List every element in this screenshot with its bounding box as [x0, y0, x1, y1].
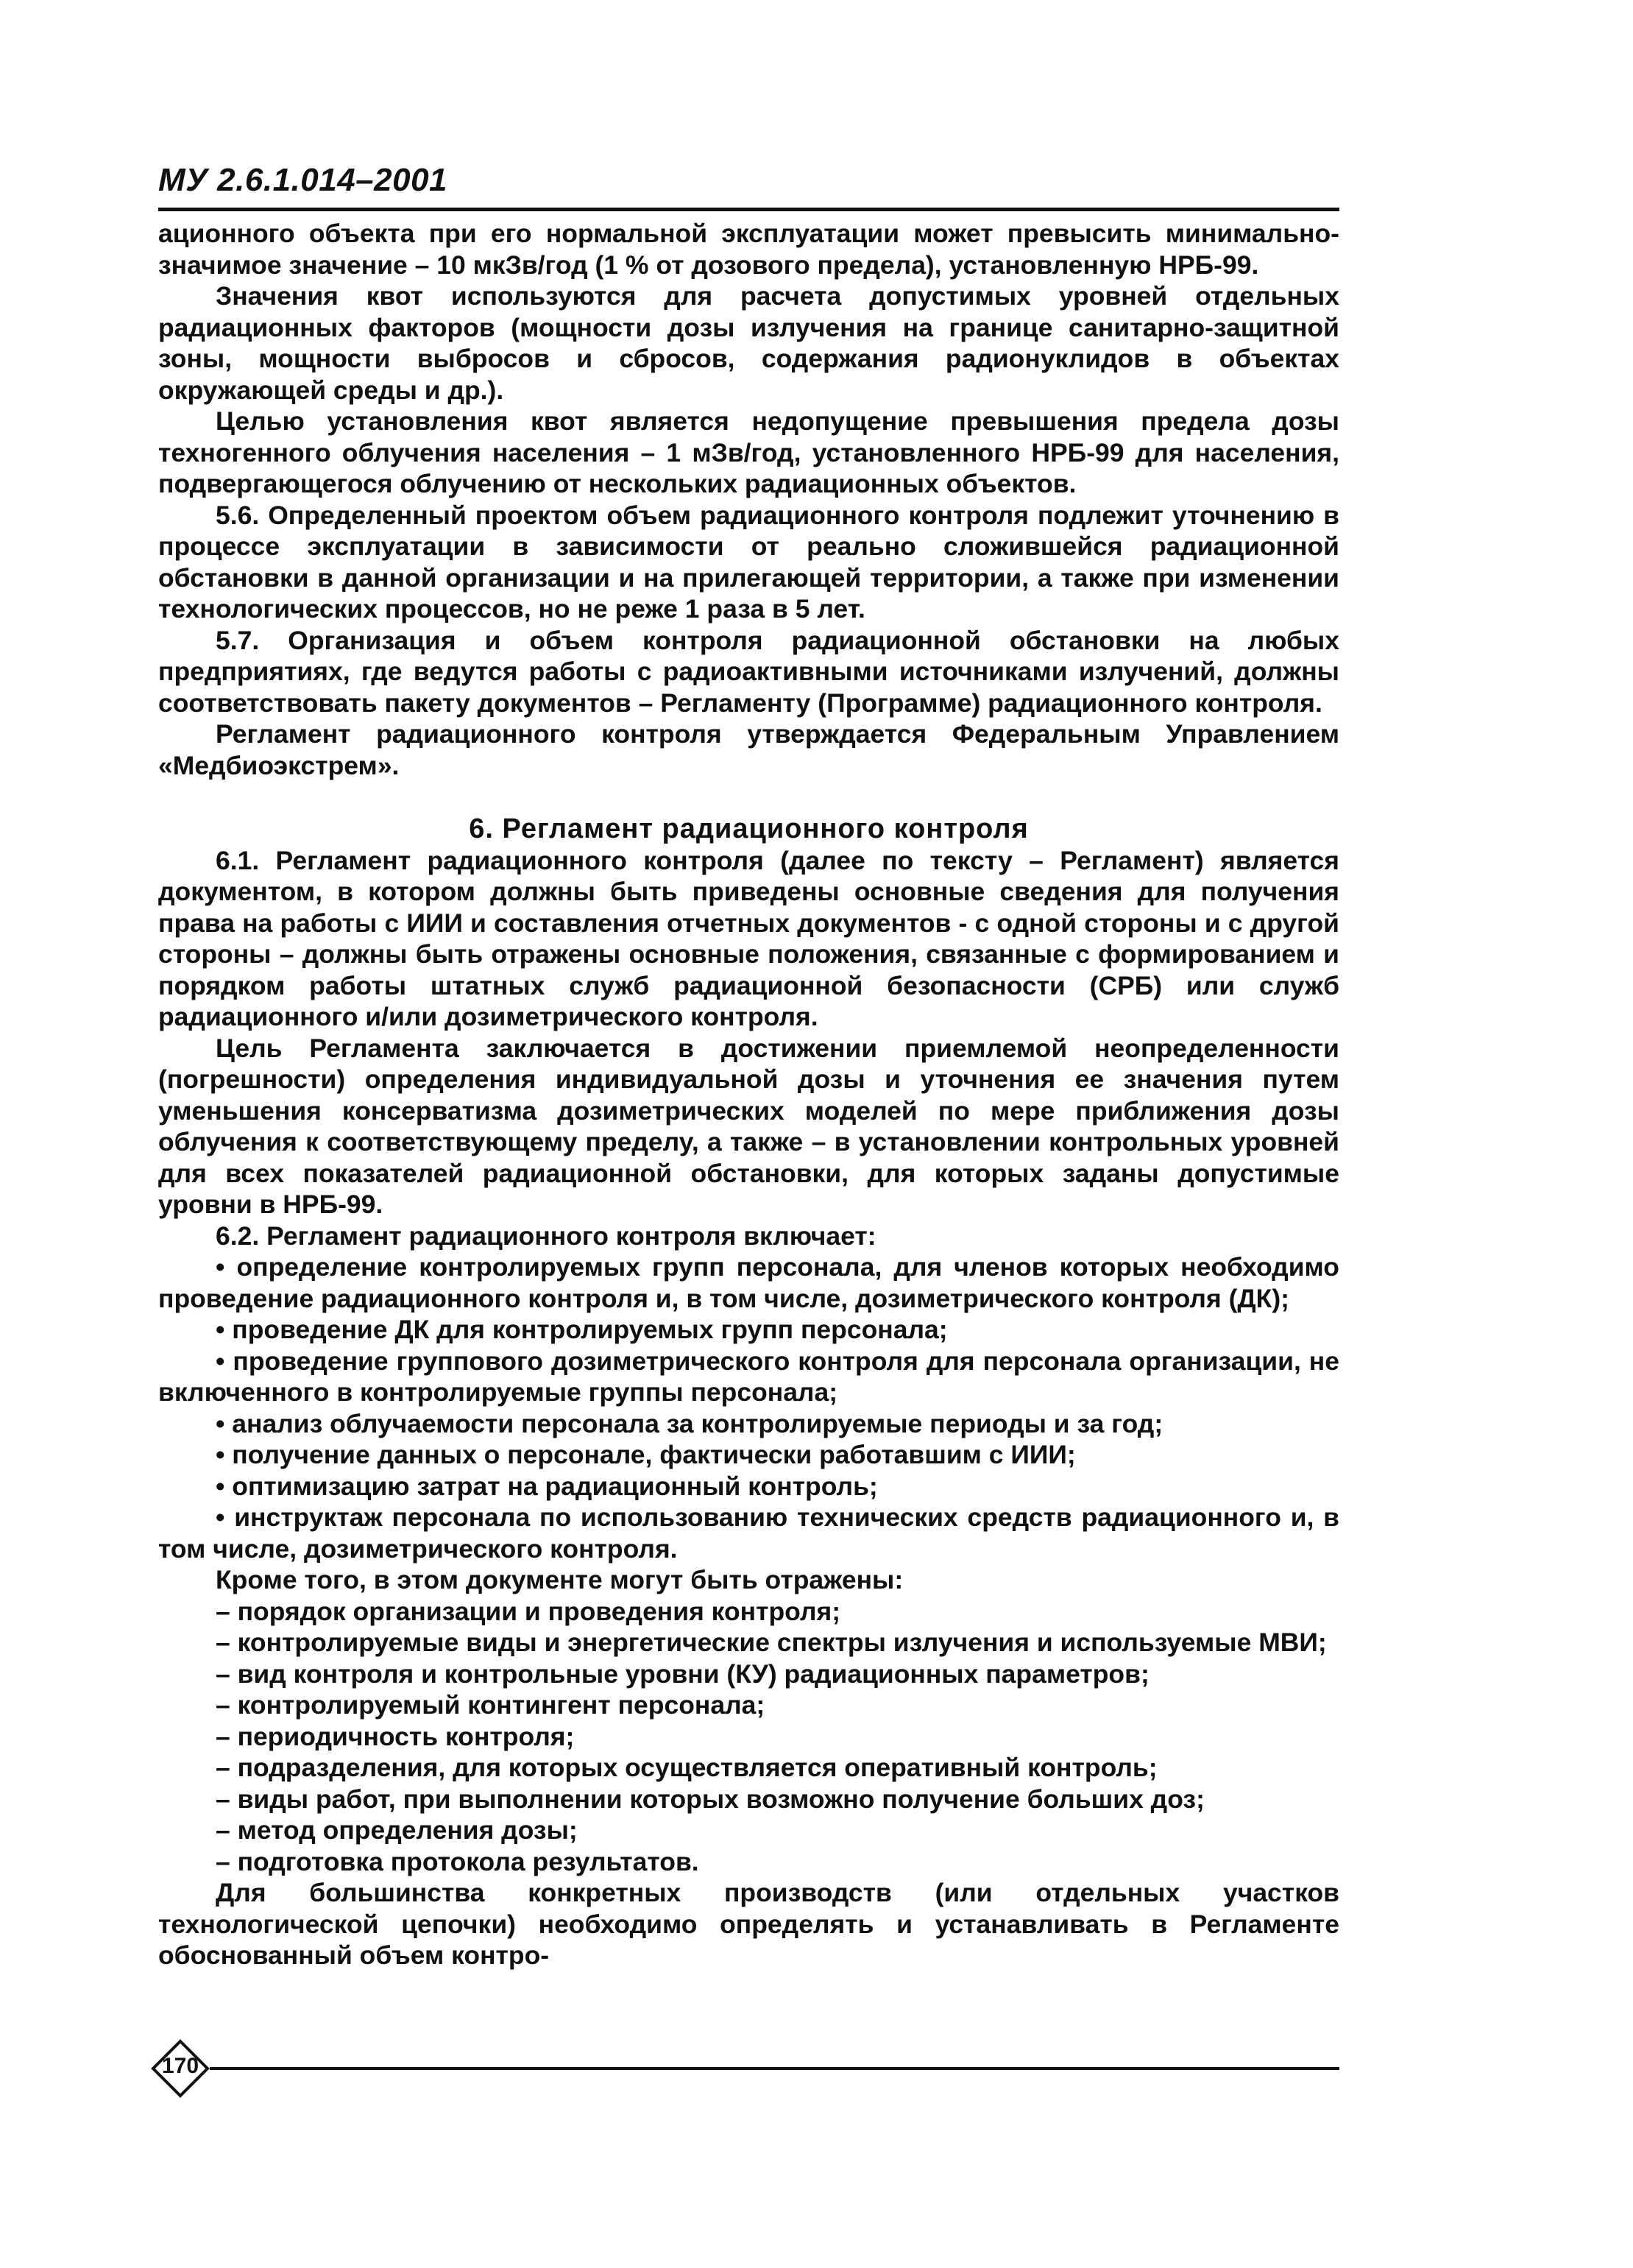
footer-rule	[210, 2067, 1339, 2070]
paragraph-5-6: 5.6. Определенный проектом объем радиационного контроля подлежит уточнению в процессе эксплуатации в зависимости от реально сложившейся радиационной обстановки в данной организации и на прилегающей территории, а также при изменении технологических процессов, но не реже 1 раза в 5 лет.	[158, 500, 1339, 623]
paragraph-also: Кроме того, в этом документе могут быть отражены:	[216, 1565, 904, 1594]
dash-item: – метод определения дозы;	[216, 1815, 578, 1845]
dash-item: – порядок организации и проведения контроля;	[216, 1596, 841, 1626]
bullet-item: • проведение ДК для контролируемых групп персонала;	[216, 1315, 948, 1344]
paragraph-final: Для большинства конкретных производств (или отдельных участков технологической цепочки) необходимо определять и устанавливать в Регламенте обоснованный объем контро-	[158, 1878, 1339, 1970]
body-text	[158, 218, 1339, 1971]
paragraph-continuation: ационного объекта при его нормальной эксплуатации может превысить минимально-значимое значение – 10 мкЗв/год (1 % от дозового предела), установленную НРБ-99.	[158, 219, 1339, 280]
bullet-item: • оптимизацию затрат на радиационный контроль;	[216, 1471, 878, 1501]
bullet-item: • получение данных о персонале, фактически работавшим с ИИИ;	[216, 1440, 1076, 1469]
dash-item: – контролируемый контингент персонала;	[216, 1690, 765, 1720]
dash-item: – периодичность контроля;	[216, 1721, 575, 1751]
paragraph-5-7: 5.7. Организация и объем контроля радиационной обстановки на любых предприятиях, где ведутся работы с радиоактивными источниками излучений, должны соответствовать пакету документов – Регламенту (Программе) радиационного контроля.	[158, 625, 1339, 718]
header-rule	[158, 208, 1339, 211]
paragraph-quota-purpose: Целью установления квот является недопущение превышения предела дозы техногенного облучения населения – 1 мЗв/год, установленного НРБ-99 для населения, подвергающегося облучению от нескольких радиационных объектов.	[158, 406, 1339, 498]
bullet-item: • анализ облучаемости персонала за контролируемые периоды и за год;	[216, 1408, 1163, 1438]
bullet-item: • инструктаж персонала по использованию технических средств радиационного и, в том числе, дозиметрического контроля.	[158, 1502, 1339, 1564]
section-title: 6. Регламент радиационного контроля	[469, 813, 1029, 844]
paragraph-6-1: 6.1. Регламент радиационного контроля (далее по тексту – Регламент) является документом, в котором должны быть приведены основные сведения для получения права на работы с ИИИ и составления отчетных документов - с одной стороны и с другой стороны – должны быть отражены основные положения, связанные с формированием и порядком работы штатных служб радиационной безопасности (СРБ) или служб радиационного и/или дозиметрического контроля.	[158, 845, 1339, 1031]
dash-item: – виды работ, при выполнении которых возможно получение больших доз;	[216, 1784, 1205, 1814]
paragraph-approval: Регламент радиационного контроля утверждается Федеральным Управлением «Медбиоэкстрем».	[158, 719, 1339, 780]
bullet-item: • проведение группового дозиметрического контроля для персонала организации, не включенного в контролируемые группы персонала;	[158, 1346, 1339, 1407]
dash-item: – подготовка протокола результатов.	[216, 1846, 699, 1876]
dash-item: – контролируемые виды и энергетические спектры излучения и используемые МВИ;	[216, 1628, 1327, 1657]
bullet-item: • определение контролируемых групп персонала, для членов которых необходимо проведение радиационного контроля и, в том числе, дозиметрического контроля (ДК);	[158, 1252, 1339, 1313]
page-number: 170	[161, 2054, 199, 2078]
document-code: МУ 2.6.1.014–2001	[158, 162, 448, 198]
paragraph-6-2: 6.2. Регламент радиационного контроля включает:	[216, 1220, 876, 1251]
page-footer	[151, 2039, 1343, 2098]
dash-item: – подразделения, для которых осуществляется оперативный контроль;	[216, 1753, 1158, 1782]
dash-item: – вид контроля и контрольные уровни (КУ) радиационных параметров;	[216, 1658, 1150, 1689]
paragraph-goal: Цель Регламента заключается в достижении приемлемой неопределенности (погрешности) определения индивидуальной дозы и уточнения ее значения путем уменьшения консерватизма дозиметрических моделей по мере приближения дозы облучения к соответствующему пределу, а также – в установлении контрольных уровней для всех показателей радиационной обстановки, для которых заданы допустимые уровни в НРБ-99.	[158, 1033, 1339, 1219]
paragraph-quota-values: Значения квот используются для расчета допустимых уровней отдельных радиационных факторов (мощности дозы излучения на границе санитарно-защитной зоны, мощности выбросов и сбросов, содержания радионуклидов в объектах окружающей среды и др.).	[158, 281, 1339, 405]
